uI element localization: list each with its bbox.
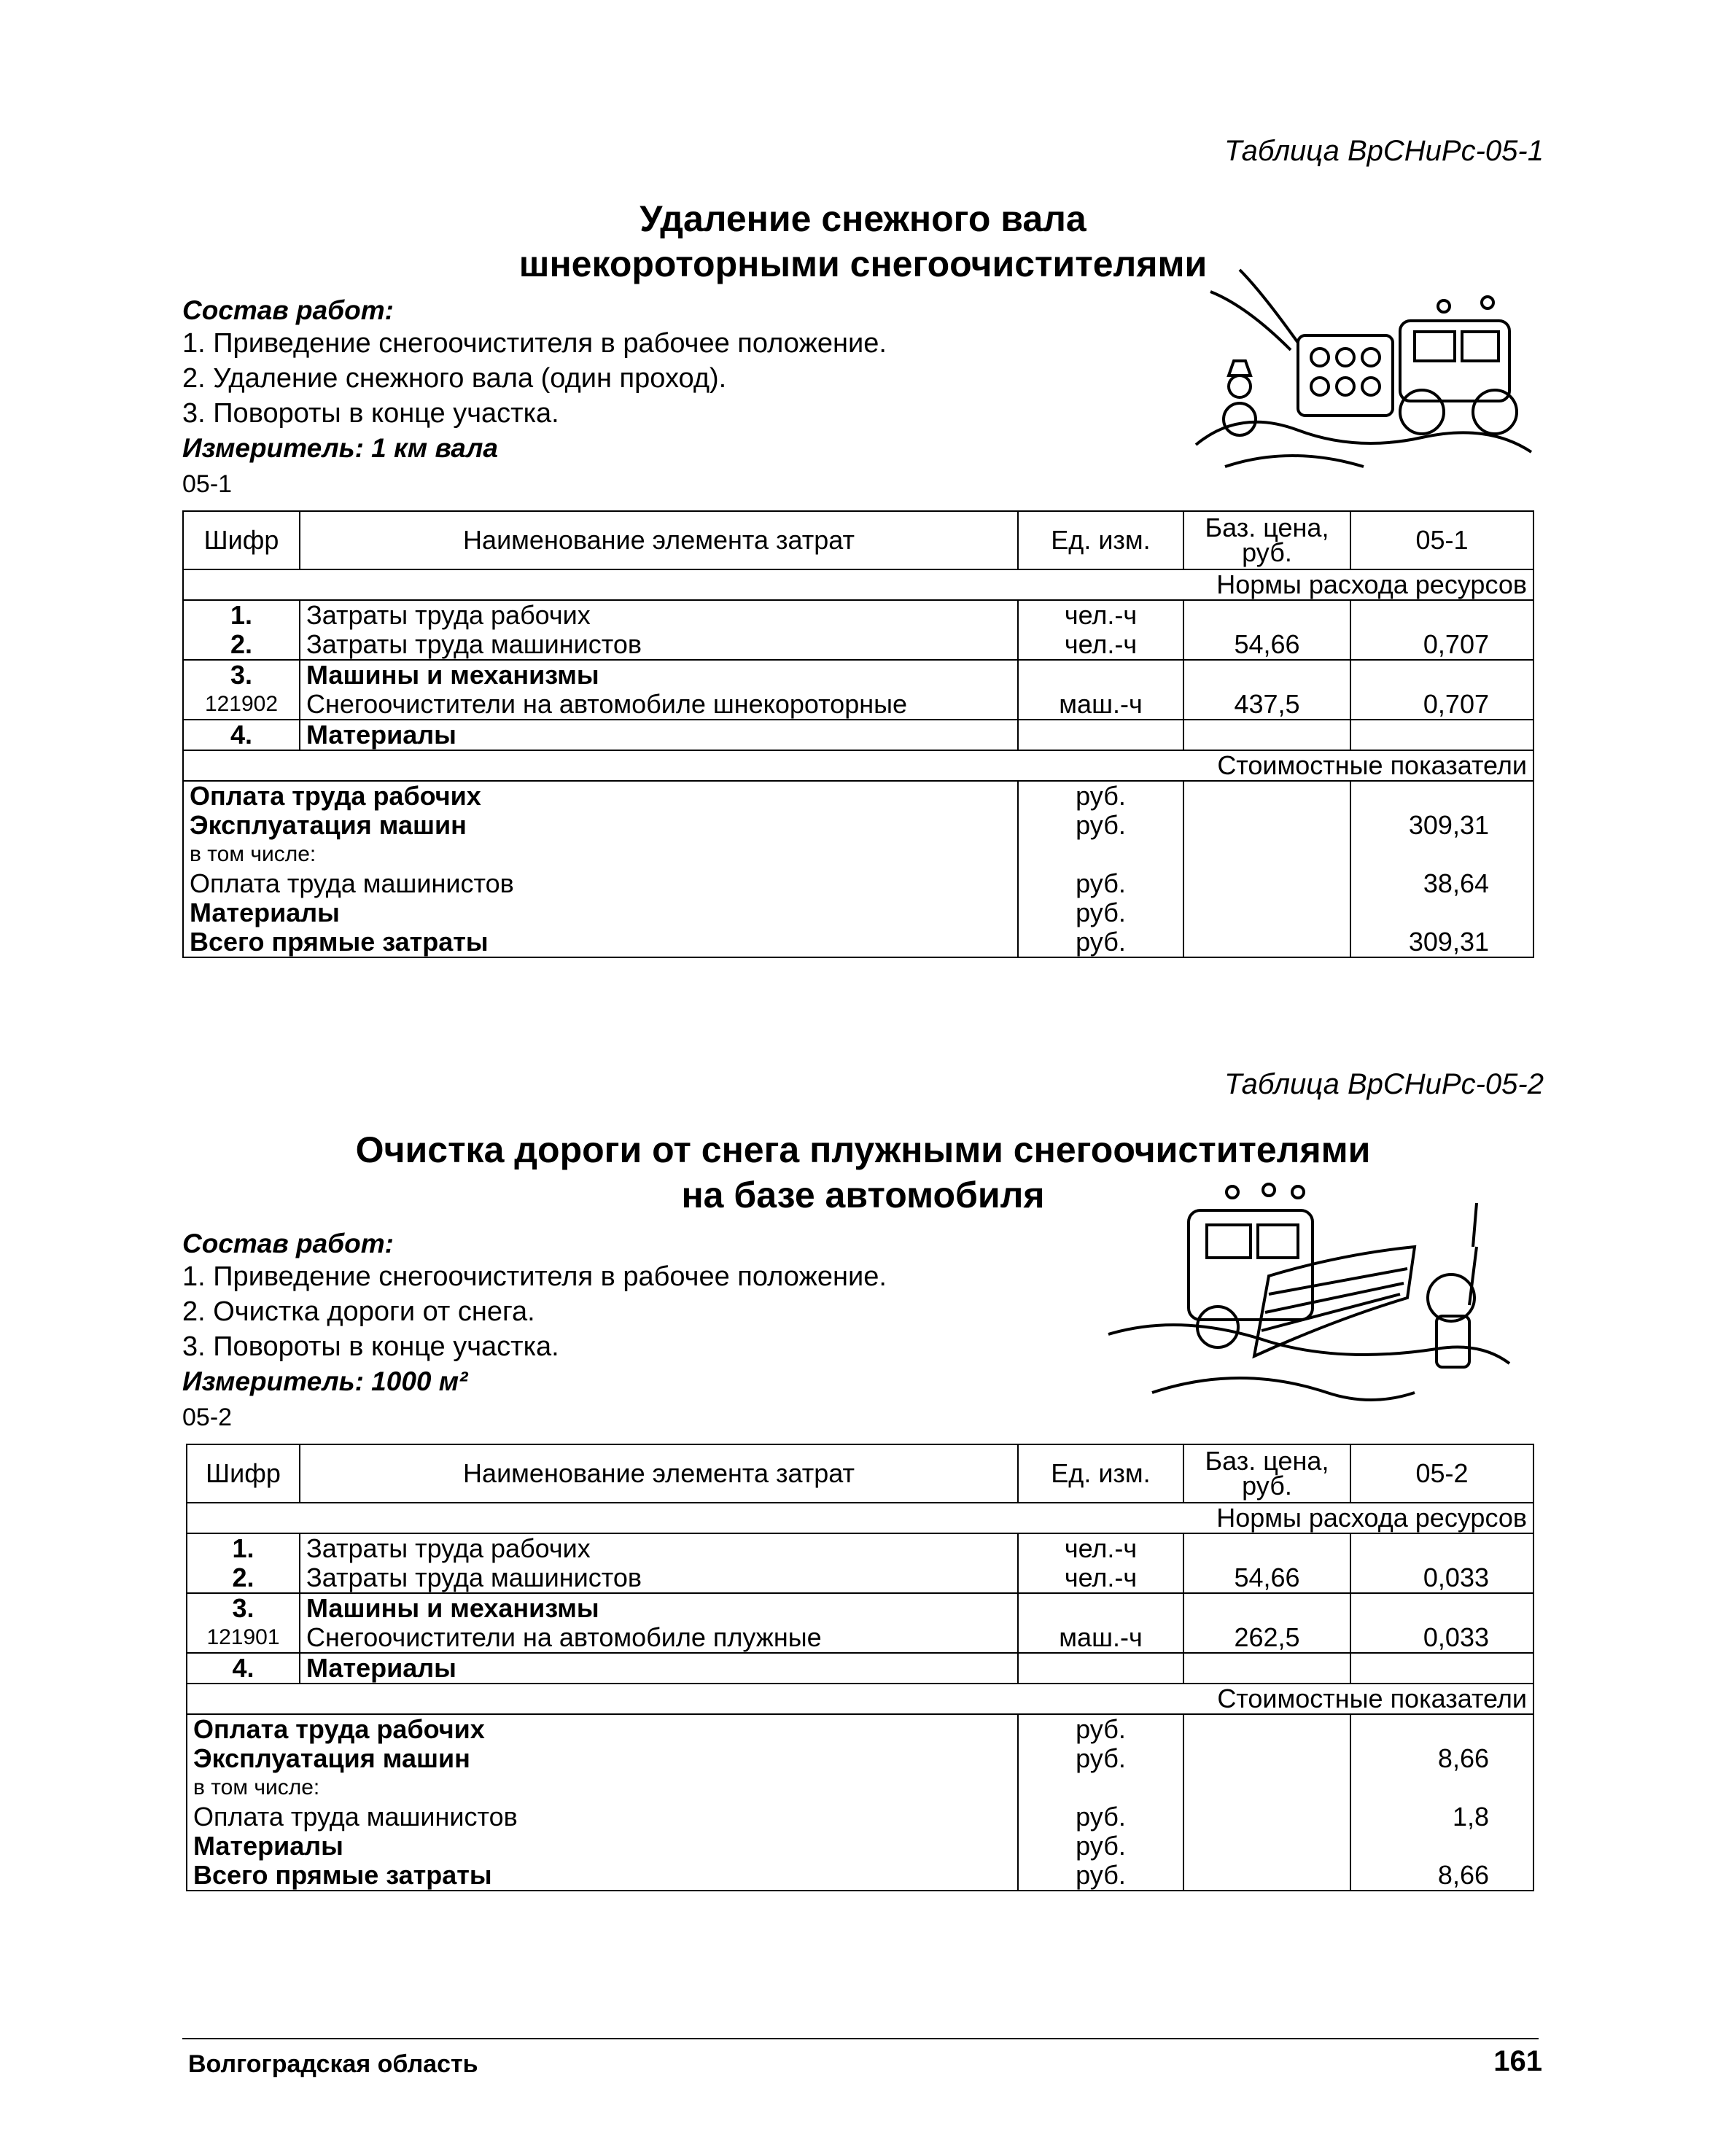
row-value <box>1350 660 1533 690</box>
table-row <box>183 720 1533 750</box>
work-item: 3. Повороты в конце участка. <box>182 1331 559 1362</box>
row-num: 4. <box>187 1653 300 1684</box>
cost-name: Оплата труда машинистов <box>183 869 1018 898</box>
row-value <box>1350 600 1533 630</box>
row-price <box>1183 600 1350 630</box>
cost-name: Оплата труда рабочих <box>183 781 1018 811</box>
composition-heading: Состав работ: <box>182 295 394 325</box>
row-unit: маш.-ч <box>1018 1623 1183 1653</box>
work-item: 1. Приведение снегоочистителя в рабочее положение. <box>182 328 887 359</box>
page-number: 161 <box>1493 2045 1542 2077</box>
meter-label: Измеритель: 1 км вала <box>182 433 498 463</box>
row-unit: чел.-ч <box>1018 630 1183 660</box>
cost-name: Всего прямые затраты <box>183 927 1018 957</box>
cost-value <box>1350 781 1533 811</box>
cost-value <box>1350 898 1533 927</box>
row-num: 1. <box>187 1533 300 1563</box>
row-name: Машины и механизмы <box>300 660 1018 690</box>
row-price: 54,66 <box>1183 1563 1350 1593</box>
cost-unit <box>1018 840 1183 869</box>
row-unit <box>1018 1593 1183 1623</box>
cost-unit: руб. <box>1018 1744 1183 1773</box>
table-row <box>187 1593 1533 1623</box>
cost-unit: руб. <box>1018 1832 1183 1861</box>
table-row <box>183 690 1533 720</box>
row-unit: чел.-ч <box>1018 600 1183 630</box>
cost-row <box>183 811 1533 840</box>
row-price: 262,5 <box>1183 1623 1350 1653</box>
cost-row <box>183 840 1533 869</box>
row-price: 54,66 <box>1183 630 1350 660</box>
row-num: 2. <box>187 1563 300 1593</box>
section-title-line1: Очистка дороги от снега плужными снегоочистителями <box>355 1129 1371 1170</box>
table-row <box>187 1623 1533 1653</box>
cost-row <box>187 1714 1533 1744</box>
cost-unit: руб. <box>1018 898 1183 927</box>
cost-value <box>1350 1773 1533 1802</box>
row-price <box>1183 660 1350 690</box>
row-price <box>1183 720 1350 750</box>
cost-value: 1,8 <box>1350 1802 1533 1832</box>
row-value: 0,707 <box>1350 630 1533 660</box>
row-unit <box>1018 1653 1183 1684</box>
snow-rotor-truck-illustration <box>1181 262 1546 481</box>
cost-row <box>187 1802 1533 1832</box>
table-row <box>187 1653 1533 1684</box>
row-value: 0,033 <box>1350 1623 1533 1653</box>
row-price: 437,5 <box>1183 690 1350 720</box>
row-name: Затраты труда машинистов <box>300 1563 1018 1593</box>
table-label: Таблица ВрСНиРс-05-2 <box>1224 1068 1544 1100</box>
row-unit <box>1018 720 1183 750</box>
col-header-name: Наименование элемента затрат <box>300 511 1018 569</box>
row-value: 0,033 <box>1350 1563 1533 1593</box>
cost-table <box>182 510 1534 958</box>
row-name: Затраты труда рабочих <box>300 1533 1018 1563</box>
row-price <box>1183 1533 1350 1563</box>
row-num: 4. <box>183 720 300 750</box>
cost-value: 8,66 <box>1350 1861 1533 1891</box>
col-header-price: Баз. цена, руб. <box>1183 1444 1350 1503</box>
cost-row <box>187 1744 1533 1773</box>
col-header-code: 05-2 <box>1350 1444 1533 1503</box>
cost-unit: руб. <box>1018 1714 1183 1744</box>
cost-value: 309,31 <box>1350 927 1533 957</box>
cost-unit: руб. <box>1018 781 1183 811</box>
cost-row <box>183 869 1533 898</box>
section-title-line2: на базе автомобиля <box>681 1175 1045 1215</box>
row-num: 2. <box>183 630 300 660</box>
col-header-name: Наименование элемента затрат <box>300 1444 1018 1503</box>
row-num: 121902 <box>183 690 300 720</box>
cost-value <box>1350 1714 1533 1744</box>
cost-name: Эксплуатация машин <box>187 1744 1018 1773</box>
cost-unit: руб. <box>1018 927 1183 957</box>
col-header-code: 05-1 <box>1350 511 1533 569</box>
work-item: 1. Приведение снегоочистителя в рабочее положение. <box>182 1261 887 1292</box>
row-value <box>1350 1593 1533 1623</box>
cost-row <box>187 1861 1533 1891</box>
cost-name: Материалы <box>183 898 1018 927</box>
meter-label: Измеритель: 1000 м² <box>182 1366 468 1396</box>
cost-row <box>187 1832 1533 1861</box>
cost-unit: руб. <box>1018 1802 1183 1832</box>
table-row <box>183 600 1533 630</box>
cost-unit: руб. <box>1018 869 1183 898</box>
cost-name: Оплата труда машинистов <box>187 1802 1018 1832</box>
row-unit: чел.-ч <box>1018 1563 1183 1593</box>
row-name: Снегоочистители на автомобиле плужные <box>300 1623 1018 1653</box>
col-header-unit: Ед. изм. <box>1018 1444 1183 1503</box>
col-header-unit: Ед. изм. <box>1018 511 1183 569</box>
cost-label: Стоимостные показатели <box>183 750 1533 781</box>
table-row <box>187 1533 1533 1563</box>
table-label: Таблица ВрСНиРс-05-1 <box>1224 135 1544 167</box>
row-unit <box>1018 660 1183 690</box>
cost-name: Материалы <box>187 1832 1018 1861</box>
row-value <box>1350 1533 1533 1563</box>
row-num: 3. <box>183 660 300 690</box>
row-num: 121901 <box>187 1623 300 1653</box>
cost-unit: руб. <box>1018 1861 1183 1891</box>
row-price <box>1183 1593 1350 1623</box>
row-num: 1. <box>183 600 300 630</box>
col-header-cipher: Шифр <box>183 511 300 569</box>
row-value: 0,707 <box>1350 690 1533 720</box>
row-name: Машины и механизмы <box>300 1593 1018 1623</box>
row-name: Материалы <box>300 1653 1018 1684</box>
section-title-line2: шнекороторными снегоочистителями <box>518 244 1208 284</box>
cost-value: 38,64 <box>1350 869 1533 898</box>
cost-value: 8,66 <box>1350 1744 1533 1773</box>
footer-rule <box>182 2038 1539 2039</box>
norms-label: Нормы расхода ресурсов <box>187 1503 1533 1533</box>
cost-row <box>183 781 1533 811</box>
work-item: 2. Очистка дороги от снега. <box>182 1296 535 1327</box>
table-row <box>183 630 1533 660</box>
cost-name: в том числе: <box>183 840 1018 869</box>
row-unit: маш.-ч <box>1018 690 1183 720</box>
table-code: 05-1 <box>182 470 233 498</box>
cost-unit: руб. <box>1018 811 1183 840</box>
cost-name: Эксплуатация машин <box>183 811 1018 840</box>
cost-value <box>1350 1832 1533 1861</box>
table-code: 05-2 <box>182 1404 233 1431</box>
row-price <box>1183 1653 1350 1684</box>
cost-table <box>186 1444 1534 1891</box>
cost-unit <box>1018 1773 1183 1802</box>
col-header-cipher: Шифр <box>187 1444 300 1503</box>
section-title-line1: Удаление снежного вала <box>640 198 1086 239</box>
snow-plow-truck-illustration <box>1094 1174 1517 1429</box>
cost-value <box>1350 840 1533 869</box>
cost-value: 309,31 <box>1350 811 1533 840</box>
table-row <box>187 1563 1533 1593</box>
row-value <box>1350 1653 1533 1684</box>
work-item: 3. Повороты в конце участка. <box>182 398 559 429</box>
row-value <box>1350 720 1533 750</box>
col-header-price: Баз. цена, руб. <box>1183 511 1350 569</box>
row-name: Материалы <box>300 720 1018 750</box>
row-num: 3. <box>187 1593 300 1623</box>
cost-row <box>183 927 1533 957</box>
row-name: Снегоочистители на автомобиле шнекороторные <box>300 690 1018 720</box>
norms-label: Нормы расхода ресурсов <box>183 569 1533 600</box>
cost-row <box>187 1773 1533 1802</box>
cost-label: Стоимостные показатели <box>187 1684 1533 1714</box>
composition-heading: Состав работ: <box>182 1229 394 1258</box>
cost-row <box>183 898 1533 927</box>
row-name: Затраты труда рабочих <box>300 600 1018 630</box>
work-item: 2. Удаление снежного вала (один проход). <box>182 363 727 394</box>
footer-region: Волгоградская область <box>188 2050 478 2078</box>
row-name: Затраты труда машинистов <box>300 630 1018 660</box>
cost-name: Всего прямые затраты <box>187 1861 1018 1891</box>
table-row <box>183 660 1533 690</box>
row-unit: чел.-ч <box>1018 1533 1183 1563</box>
cost-name: в том числе: <box>187 1773 1018 1802</box>
cost-name: Оплата труда рабочих <box>187 1714 1018 1744</box>
